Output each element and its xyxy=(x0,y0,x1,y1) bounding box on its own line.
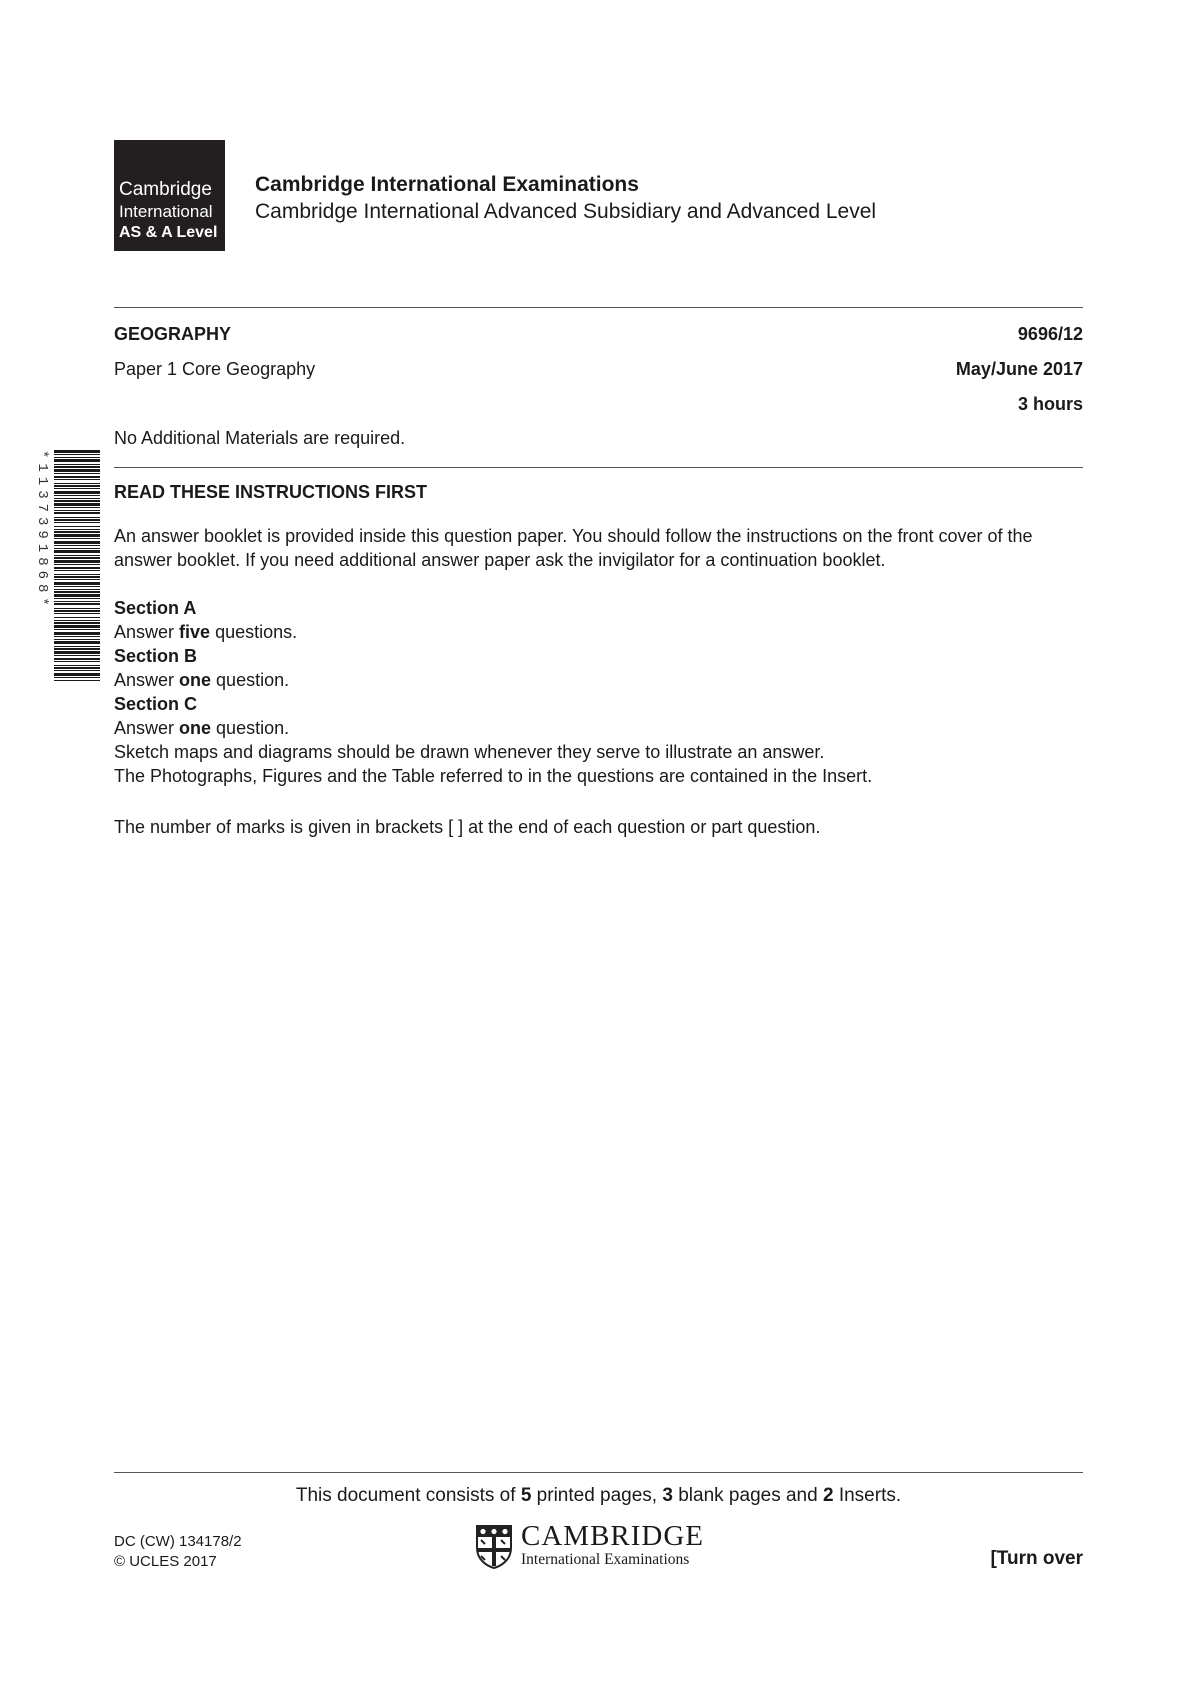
section-b-pre: Answer xyxy=(114,670,180,690)
logo-line-2: International xyxy=(119,202,213,221)
barcode-bar xyxy=(54,677,100,678)
barcode-bar xyxy=(54,469,100,472)
barcode-bar xyxy=(54,601,100,602)
barcode-bar xyxy=(54,661,100,662)
barcode-bar xyxy=(54,512,100,514)
barcode-bar xyxy=(54,457,100,458)
barcode-bar xyxy=(54,667,100,669)
barcode-bar xyxy=(54,503,100,506)
section-b-post: question. xyxy=(211,670,290,690)
barcode-bar xyxy=(54,639,100,640)
barcode-bar xyxy=(54,560,100,563)
barcode-bar xyxy=(54,586,100,587)
exam-board-name: Cambridge International Examinations xyxy=(255,173,639,196)
section-c-count: one xyxy=(179,718,212,738)
barcode-bar xyxy=(54,507,100,508)
barcode-bar xyxy=(54,454,100,455)
barcode-bar xyxy=(54,476,100,478)
section-a-instruction xyxy=(114,620,1089,644)
document-reference xyxy=(114,1532,242,1572)
page-count-mid1: printed pages, xyxy=(531,1485,663,1506)
cambridge-as-a-level-logo xyxy=(114,140,225,251)
instructions-heading: READ THESE INSTRUCTIONS FIRST xyxy=(114,482,428,502)
barcode-bar xyxy=(54,564,100,565)
page-count-note xyxy=(114,1484,1083,1508)
barcode-bar xyxy=(54,680,100,681)
section-c-post: question. xyxy=(211,718,290,738)
barcode-bar xyxy=(54,526,100,527)
barcode-bar xyxy=(54,531,100,533)
exam-duration: 3 hours xyxy=(1017,394,1083,414)
barcode-bar xyxy=(54,594,100,597)
barcode-bar xyxy=(54,459,100,462)
section-a-pre: Answer xyxy=(114,622,180,642)
section-a-count: five xyxy=(179,622,211,642)
barcode-bar xyxy=(54,450,100,453)
barcode-bar xyxy=(54,550,100,553)
barcode-bar xyxy=(54,636,100,637)
logo-line-3: AS & A Level xyxy=(119,224,218,241)
barcode-bar xyxy=(54,485,100,487)
barcode-bar xyxy=(54,522,100,523)
barcode-bar xyxy=(54,655,100,656)
barcode-bar xyxy=(54,670,100,671)
barcode-bar xyxy=(54,538,100,539)
barcode-bar xyxy=(54,673,100,676)
page-count-mid2: blank pages and xyxy=(672,1485,823,1506)
divider-middle xyxy=(114,467,1083,468)
barcode-bar xyxy=(54,651,100,654)
barcode-bar xyxy=(54,648,100,650)
instructions-intro: An answer booklet is provided inside this question paper. You should follow the instructions on the front cover of the answer booklet. If you need additional answer paper ask the invigilator for a continuation booklet. xyxy=(114,526,1033,570)
section-a-post: questions. xyxy=(210,622,298,642)
marks-note: The number of marks is given in brackets [ ] at the end of each question or part question. xyxy=(114,817,821,837)
document-code: DC (CW) 134178/2 xyxy=(114,1533,242,1550)
barcode-bar xyxy=(54,466,100,468)
barcode-bar xyxy=(54,473,100,474)
barcode-bar xyxy=(54,483,100,484)
barcode-bar xyxy=(54,646,100,647)
barcode-bar xyxy=(54,665,100,666)
barcode-bar xyxy=(54,603,100,605)
barcode-bar xyxy=(54,570,100,571)
page-count-pre: This document consists of xyxy=(295,1485,521,1506)
barcode-bar xyxy=(54,613,100,614)
cambridge-crest-icon xyxy=(475,1524,513,1569)
cambridge-wordmark-subtitle: International Examinations xyxy=(521,1551,690,1568)
paper-name: Paper 1 Core Geography xyxy=(114,359,316,379)
divider-footer xyxy=(114,1472,1083,1473)
barcode-bar xyxy=(54,555,100,556)
barcode-bar xyxy=(54,541,100,544)
barcode-number: *1137391868* xyxy=(34,450,50,611)
subject-title: GEOGRAPHY xyxy=(114,324,232,344)
barcode-bar xyxy=(54,495,100,496)
barcode-bar xyxy=(54,582,100,585)
barcode-bar xyxy=(54,598,100,599)
exam-session: May/June 2017 xyxy=(955,359,1083,379)
barcode-bar xyxy=(54,529,100,530)
barcode-bar xyxy=(54,479,100,480)
barcode-bar xyxy=(54,574,100,575)
inserts-count: 2 xyxy=(822,1485,834,1506)
barcode-bar xyxy=(54,498,100,499)
qualification-level: Cambridge International Advanced Subsidiary and Advanced Level xyxy=(255,200,877,223)
barcode-bar xyxy=(54,491,100,494)
barcode-bar xyxy=(54,579,100,580)
barcode-bar xyxy=(54,534,100,537)
printed-pages-count: 5 xyxy=(520,1485,532,1506)
barcode-bar xyxy=(54,589,100,590)
section-c-pre: Answer xyxy=(114,718,180,738)
barcode-bar xyxy=(54,632,100,635)
barcode-bar xyxy=(54,500,100,502)
logo-line-1: Cambridge xyxy=(119,179,212,200)
barcode-bar xyxy=(54,641,100,644)
divider-top xyxy=(114,307,1083,308)
copyright-notice: © UCLES 2017 xyxy=(114,1553,217,1570)
barcode-bar xyxy=(54,591,100,593)
barcode-bar xyxy=(54,620,100,621)
barcode-bar xyxy=(54,557,100,559)
section-b-instruction xyxy=(114,668,1089,692)
barcode-bar xyxy=(54,510,100,511)
barcode-bar xyxy=(54,625,100,628)
barcode-bar xyxy=(54,488,100,489)
barcode-bar xyxy=(54,617,100,618)
blank-pages-count: 3 xyxy=(662,1485,673,1506)
barcode-bar xyxy=(54,576,100,578)
barcode-bar xyxy=(54,548,100,549)
sketch-note: Sketch maps and diagrams should be drawn whenever they serve to illustrate an answer. xyxy=(114,742,825,762)
section-b-title: Section B xyxy=(114,646,198,666)
barcode-bar xyxy=(54,608,100,609)
barcode-bar xyxy=(54,658,100,660)
barcode-bar xyxy=(54,519,100,521)
barcode-bar xyxy=(54,464,100,465)
cambridge-wordmark: CAMBRIDGE xyxy=(521,1520,705,1552)
barcode-bar xyxy=(54,610,100,612)
barcode-bar xyxy=(54,545,100,546)
paper-code: 9696/12 xyxy=(1017,324,1083,344)
sections-list xyxy=(114,596,1089,788)
barcode-bar xyxy=(54,517,100,518)
section-a-title: Section A xyxy=(114,598,197,618)
page-count-post: Inserts. xyxy=(833,1485,902,1506)
barcode xyxy=(54,450,100,682)
section-c-instruction xyxy=(114,716,1089,740)
barcode-bar xyxy=(54,567,100,569)
barcode-bar xyxy=(54,622,100,624)
turn-over-note: [Turn over xyxy=(990,1548,1083,1569)
section-b-count: one xyxy=(179,670,212,690)
insert-note: The Photographs, Figures and the Table referred to in the questions are contained in the Insert. xyxy=(114,766,873,786)
section-c-title: Section C xyxy=(114,694,198,714)
materials-note: No Additional Materials are required. xyxy=(114,428,406,448)
barcode-bar xyxy=(54,629,100,630)
